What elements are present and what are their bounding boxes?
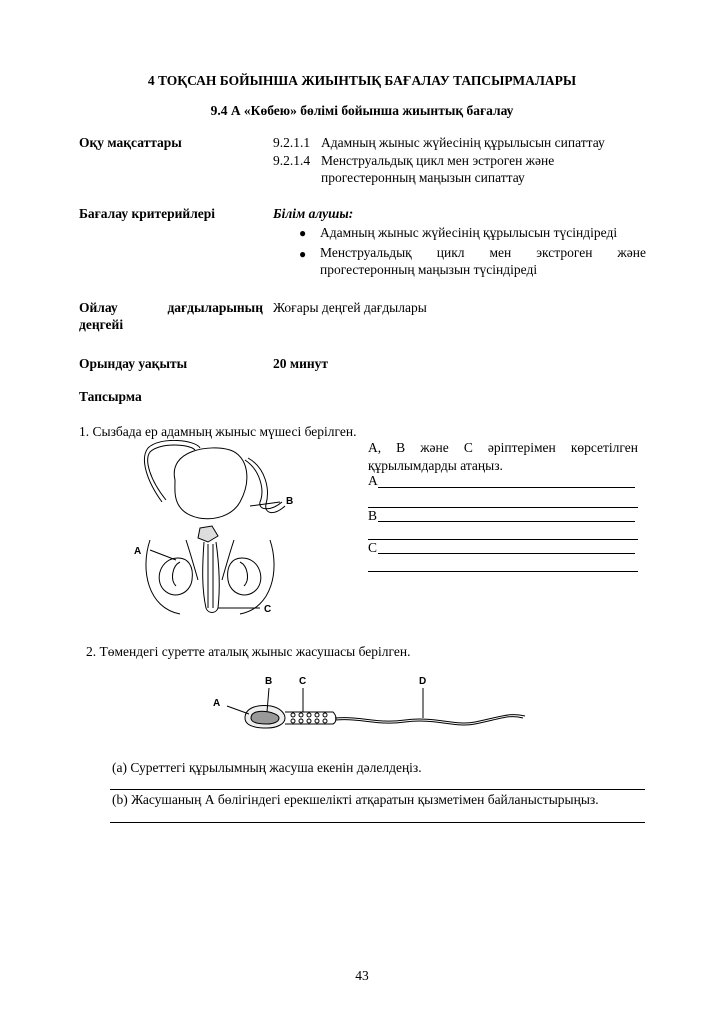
objective-text-2: Менструальдық цикл мен эстроген және xyxy=(321,153,555,168)
diagram1-label-a: A xyxy=(134,546,142,557)
q1-text: 1. Сызбада ер адамның жыныс мүшесі берілген. xyxy=(79,424,357,439)
q1-instruction xyxy=(368,440,638,456)
sperm-cell-diagram xyxy=(205,672,535,752)
bullet-icon: ● xyxy=(299,247,307,261)
male-reproductive-diagram xyxy=(120,440,310,620)
q2-text: 2. Төмендегі суретте аталық жыныс жасушасы берілген. xyxy=(86,644,411,659)
page-title: 4 ТОҚСАН БОЙЫНША ЖИЫНТЫҚ БАҒАЛАУ ТАПСЫРМАЛАРЫ xyxy=(147,73,577,88)
objective-code-2: 9.2.1.4 xyxy=(273,153,311,168)
time-value: 20 минут xyxy=(273,356,329,371)
q1-instruction-word: А, xyxy=(368,440,382,455)
criteria-item-2-cont: прогестеронның маңызын түсіндіреді xyxy=(320,262,538,277)
thinking-label-cont: деңгейі xyxy=(79,317,124,332)
bullet-icon: ● xyxy=(299,226,307,240)
objectives-label: Оқу мақсаттары xyxy=(79,135,182,150)
diagram1-label-c: C xyxy=(264,604,272,615)
criteria-item-1: Адамның жыныс жүйесінің құрылысын түсіндіреді xyxy=(320,225,618,240)
q1-instruction-word: көрсетілген xyxy=(570,440,638,455)
sperm-label-a: A xyxy=(213,698,221,709)
criteria-word: цикл xyxy=(436,245,465,260)
sperm-label-c: C xyxy=(299,676,307,687)
criteria-word: экстроген xyxy=(536,245,593,260)
q2-part-a-answer-line[interactable] xyxy=(110,789,645,790)
q1-instruction-word: әріптерімен xyxy=(487,440,556,455)
answer-b-line-2[interactable] xyxy=(368,539,638,540)
q1-instruction-word: В xyxy=(396,440,406,455)
section-subtitle: 9.4 А «Көбею» бөлімі бойынша жиынтық бағалау xyxy=(210,103,514,118)
sperm-label-b: B xyxy=(265,676,273,687)
answer-c-label: C xyxy=(368,540,378,555)
page-number: 43 xyxy=(355,968,369,983)
criteria-lead: Білім алушы: xyxy=(273,206,354,221)
q1-instruction-cont: құрылымдарды атаңыз. xyxy=(368,458,503,473)
thinking-value: Жоғары деңгей дағдылары xyxy=(273,300,427,315)
sperm-label-d: D xyxy=(419,676,427,687)
thinking-label-word: Ойлау xyxy=(79,300,118,315)
q2-part-b-answer-line[interactable] xyxy=(110,822,645,823)
answer-c-line[interactable] xyxy=(378,553,635,554)
criteria-word: мен xyxy=(489,245,512,260)
answer-c-line-2[interactable] xyxy=(368,571,638,572)
answer-b-line[interactable] xyxy=(378,521,635,522)
answer-a-line[interactable] xyxy=(378,487,635,488)
criteria-word: Менструальдық xyxy=(320,245,412,260)
q1-instruction-word: С xyxy=(463,440,473,455)
time-label: Орындау уақыты xyxy=(79,356,188,371)
thinking-label xyxy=(79,300,263,316)
answer-b-label: B xyxy=(368,508,378,523)
task-heading: Тапсырма xyxy=(79,389,142,404)
q2-part-b: (b) Жасушаның А бөлігіндегі ерекшелікті атқаратын қызметімен байланыстырыңыз. xyxy=(112,792,599,807)
criteria-word: және xyxy=(617,245,646,260)
diagram1-label-b: B xyxy=(286,496,294,507)
answer-a-label: A xyxy=(368,473,378,488)
criteria-item-2 xyxy=(320,245,646,261)
criteria-label: Бағалау критерийлері xyxy=(79,206,216,221)
q1-instruction-word: және xyxy=(420,440,449,455)
answer-a-line-2[interactable] xyxy=(368,507,638,508)
objective-text-2-cont: прогестеронның маңызын сипаттау xyxy=(321,170,525,185)
q2-part-a: (a) Суреттегі құрылымның жасуша екенін дәлелдеңіз. xyxy=(112,760,422,775)
thinking-label-word: дағдыларының xyxy=(167,300,263,315)
objective-code-1: 9.2.1.1 xyxy=(273,135,311,150)
objective-text-1: Адамның жыныс жүйесінің құрылысын сипаттау xyxy=(321,135,605,150)
